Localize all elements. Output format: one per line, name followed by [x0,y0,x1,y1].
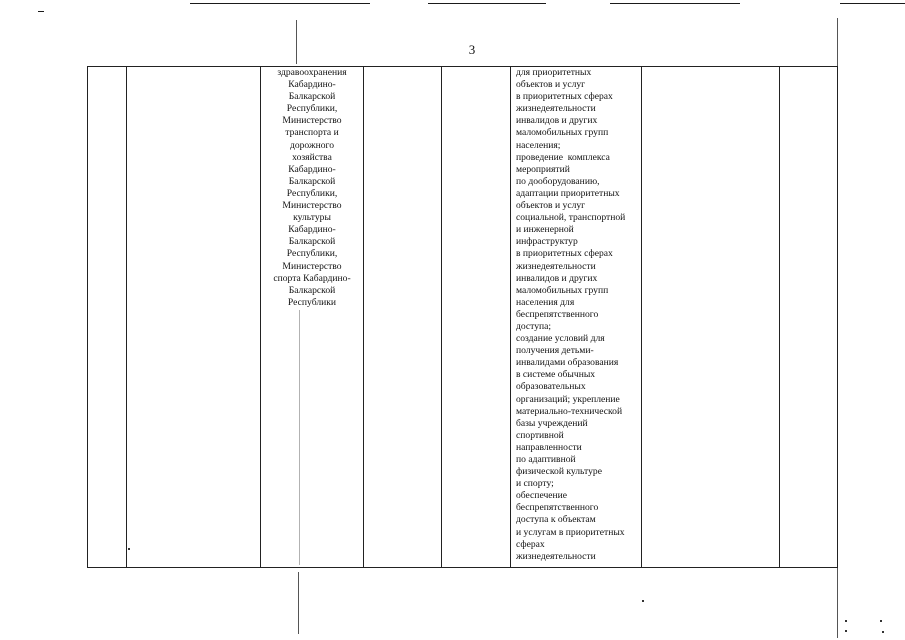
scan-speck [642,600,644,602]
cell-notes [780,67,838,568]
cell-end-date [442,67,511,568]
results-text: для приоритетных объектов и услуг в приоритетных сферах жизнедеятельности инвалидов и других маломобильных групп населения; проведение комплекса мероприятий по дооборудованию, адаптации приоритетных объектов и услуг социальной, транспортной и инженерной инфраструктур в приоритетных сферах жизнедеятельности инвалидов и других маломобильных групп населения для беспрепятственного доступа; создание условий для получения детьми- инвалидами образования в системе обычных образовательных организаций; укрепление материально-технической базы учреждений спортивной направленности по адаптивной физической культуре и спорту; обеспечение беспрепятственного доступа к объектам и услугам в приоритетных сферах жизнедеятельности [516,67,626,562]
scan-fold-line [298,572,299,634]
scan-mark-top-line [428,3,546,4]
scan-speck [845,620,847,622]
document-table [87,66,838,568]
scan-speck [845,630,847,632]
cell-number [88,67,127,568]
scan-fold-line [296,20,297,64]
cell-start-date [364,67,442,568]
cell-event-name [127,67,261,568]
cell-indicators [642,67,780,568]
cell-results [511,67,642,568]
scan-mark-top-line [190,3,370,4]
scan-mark-top-line [610,3,740,4]
scan-speck [882,631,884,633]
cell-responsible [261,67,364,568]
scan-speck [880,620,882,622]
page-number: 3 [468,42,476,57]
responsible-text: здравоохранения Кабардино- Балкарской Республики, Министерство транспорта и дорожного хозяйства Кабардино- Балкарской Республики, Министерство культуры Кабардино- Балкарской Республики, Министерство спорта Кабардино- Балкарской Республики [273,67,351,308]
scan-mark-dash [38,11,44,12]
scan-mark-top-line [840,3,905,4]
table-row [88,67,838,568]
